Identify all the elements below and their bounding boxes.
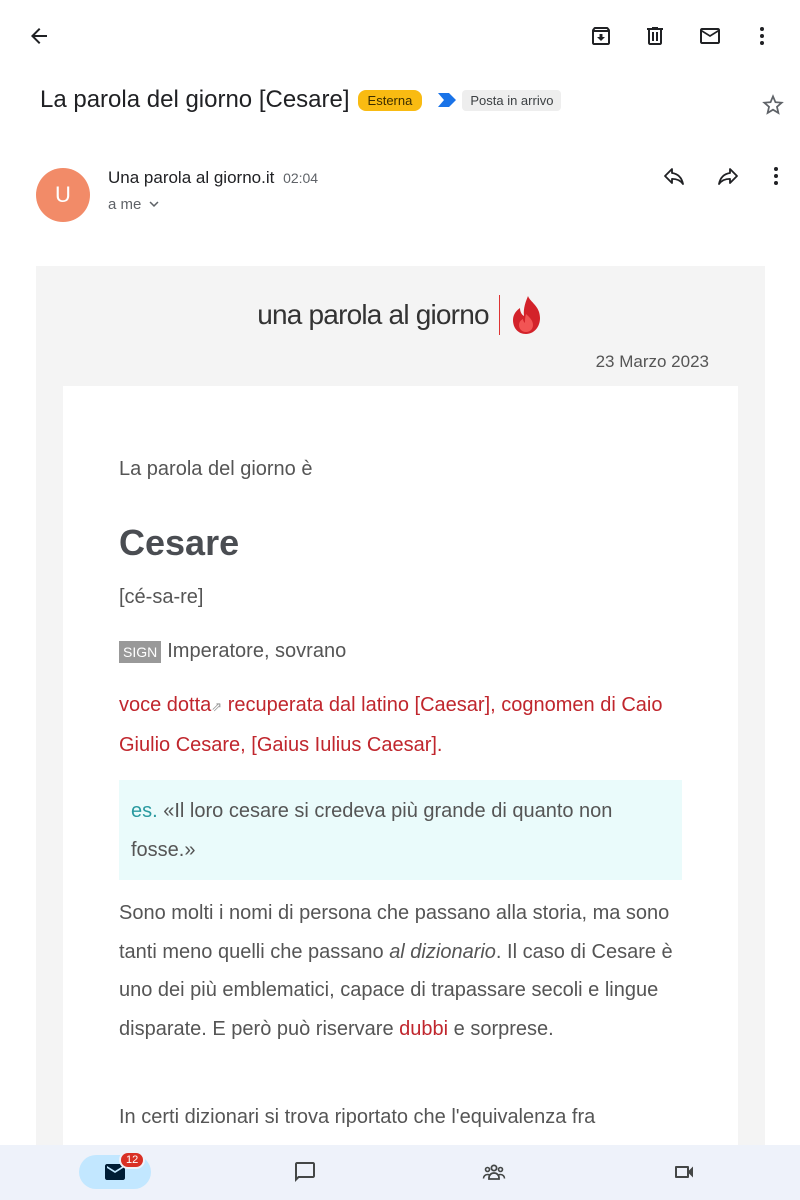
etymology: [119, 686, 689, 765]
archive-button[interactable]: [581, 16, 621, 56]
nav-chat[interactable]: [269, 1155, 341, 1189]
paragraph-1-emphasis: al dizionario: [389, 940, 496, 963]
paragraph-1-text-b: . Il caso di Cesare è uno dei più emblematici, capace di trapassare secoli e lingue disparate. E però può riservare: [119, 940, 673, 1040]
flame-logo-icon: [510, 294, 544, 336]
recipient-toggle[interactable]: [108, 195, 163, 213]
dubbi-link[interactable]: dubbi: [399, 1017, 449, 1040]
brand-logo-text: una parola al giorno: [257, 299, 489, 330]
intro-text: La parola del giorno è: [119, 458, 313, 480]
chevron-down-icon: [145, 195, 163, 213]
external-badge: Esterna: [358, 90, 423, 111]
message-more-button[interactable]: [756, 156, 796, 196]
word-card: [63, 386, 738, 1146]
forward-button[interactable]: [708, 156, 748, 196]
top-app-bar: [0, 0, 800, 72]
arrow-back-icon: [27, 24, 51, 48]
reply-icon: [662, 164, 686, 188]
star-button[interactable]: [760, 92, 786, 118]
delete-button[interactable]: [635, 16, 675, 56]
paragraph-1-text-c: e sorprese.: [448, 1017, 554, 1040]
syllabification: [cé-sa-re]: [119, 586, 204, 608]
more-vert-icon: [764, 164, 788, 188]
unread-count-badge: 12: [119, 1151, 145, 1169]
sender-row: [36, 164, 790, 228]
paragraph-2: In certi dizionari si trova riportato che l'equivalenza fra: [119, 1106, 596, 1128]
sender-name: Una parola al giorno.it: [108, 168, 275, 187]
paragraph-1: [119, 894, 684, 1048]
videocam-icon: [672, 1160, 696, 1184]
label-tag-icon: [438, 93, 456, 107]
etymology-text: recuperata dal latino [Caesar], cognomen di Caio Giulio Cesare, [Gaius Iulius Caesar].: [119, 694, 663, 756]
bottom-navigation: [0, 1145, 800, 1200]
word-of-day: Cesare: [119, 522, 240, 563]
received-time: 02:04: [283, 170, 319, 186]
nav-meet[interactable]: [648, 1155, 720, 1189]
back-button[interactable]: [19, 16, 59, 56]
subject-row: [40, 78, 780, 122]
newsletter-date: 23 Marzo 2023: [595, 352, 709, 371]
trash-icon: [643, 24, 667, 48]
avatar[interactable]: U: [36, 168, 90, 222]
group-icon: [482, 1160, 506, 1184]
chat-icon: [293, 1160, 317, 1184]
email-body: [36, 266, 765, 1146]
paragraph-1-text-a: Sono molti i nomi di persona che passano alla storia, ma sono tanti meno quelli che passano: [119, 902, 670, 963]
example-text: «Il loro cesare si credeva più grande di quanto non fosse.»: [131, 800, 613, 861]
nav-mail[interactable]: [79, 1155, 151, 1189]
forward-icon: [716, 164, 740, 188]
inbox-label-chip[interactable]: Posta in arrivo: [462, 90, 561, 111]
example-box: [119, 780, 682, 880]
mark-unread-button[interactable]: [690, 16, 730, 56]
more-vert-icon: [750, 24, 774, 48]
external-link-icon: ⇗: [211, 699, 223, 714]
sign-tag: SIGN: [119, 641, 161, 663]
voce-dotta-link[interactable]: voce dotta: [119, 694, 212, 716]
star-outline-icon: [760, 92, 786, 118]
newsletter-header: [36, 294, 765, 336]
example-label: es.: [131, 800, 158, 822]
mail-icon: [698, 24, 722, 48]
sender-name-line: [108, 168, 318, 188]
meaning-line: [119, 640, 346, 663]
recipient-label: a me: [108, 195, 142, 213]
reply-button[interactable]: [654, 156, 694, 196]
email-subject: La parola del giorno [Cesare]: [40, 86, 350, 113]
brand-divider: [499, 295, 500, 335]
more-options-button[interactable]: [742, 16, 782, 56]
archive-icon: [589, 24, 613, 48]
meaning-text: Imperatore, sovrano: [167, 640, 347, 662]
nav-spaces[interactable]: [458, 1155, 530, 1189]
